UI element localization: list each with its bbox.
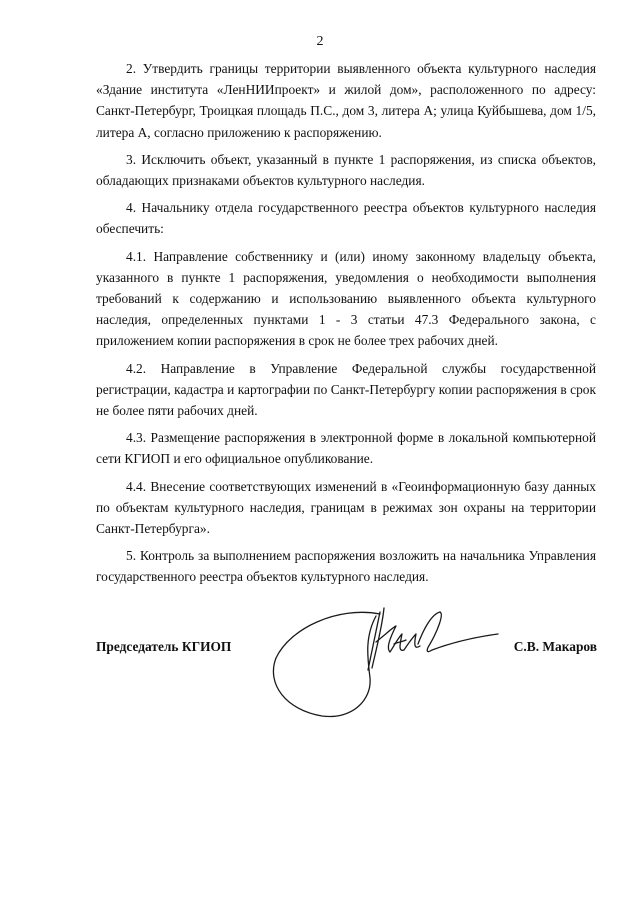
handwritten-signature [268,598,508,728]
paragraph-4: 4. Начальнику отдела государственного реестра объектов культурного наследия обеспечить: [96,200,596,237]
signatory-title: Председатель КГИОП [96,639,232,654]
document-body [96,58,596,594]
page-number: 2 [316,34,324,49]
signatory-name: С.В. Макаров [513,639,597,654]
paragraph-4-4: 4.4. Внесение соответствующих изменений в «Геоинформационную базу данных по объектам культурного наследия, границам в режимах зон охраны на территории Санкт-Петербурга». [96,478,596,537]
paragraph-3: 3. Исключить объект, указанный в пункте 1 распоряжения, из списка объектов, обладающих признаками объектов культурного наследия. [96,151,596,189]
paragraph-4-3: 4.3. Размещение распоряжения в электронной форме в локальной компьютерной сети КГИОП и его официальное опубликование. [96,430,596,467]
paragraph-5: 5. Контроль за выполнением распоряжения возложить на начальника Управления государственного реестра объектов культурного наследия. [96,548,596,585]
paragraph-4-2: 4.2. Направление в Управление Федеральной службы государственной регистрации, кадастра и картографии по Санкт-Петербургу копии распоряжения в срок не более пяти рабочих дней. [96,360,596,419]
paragraph-4-1: 4.1. Направление собственнику и (или) иному законному владельцу объекта, указанного в пункте 1 распоряжения, уведомления о необходимости выполнения требований к содержанию и использованию выявленного объекта культурного наследия, определенных пунктами 1 - 3 статьи 47.3 Федерального закона, с приложением копии распоряжения в срок не более трех рабочих дней. [96,248,596,349]
paragraph-2: 2. Утвердить границы территории выявленного объекта культурного наследия «Здание института «ЛенНИИпроект» и жилой дом», расположенного по адресу: Санкт-Петербург, Троицкая площадь П.С., дом 3, литера А; улица Куйбышева, дом 1/5, литера А, согласно приложению к распоряжению. [96,61,596,140]
